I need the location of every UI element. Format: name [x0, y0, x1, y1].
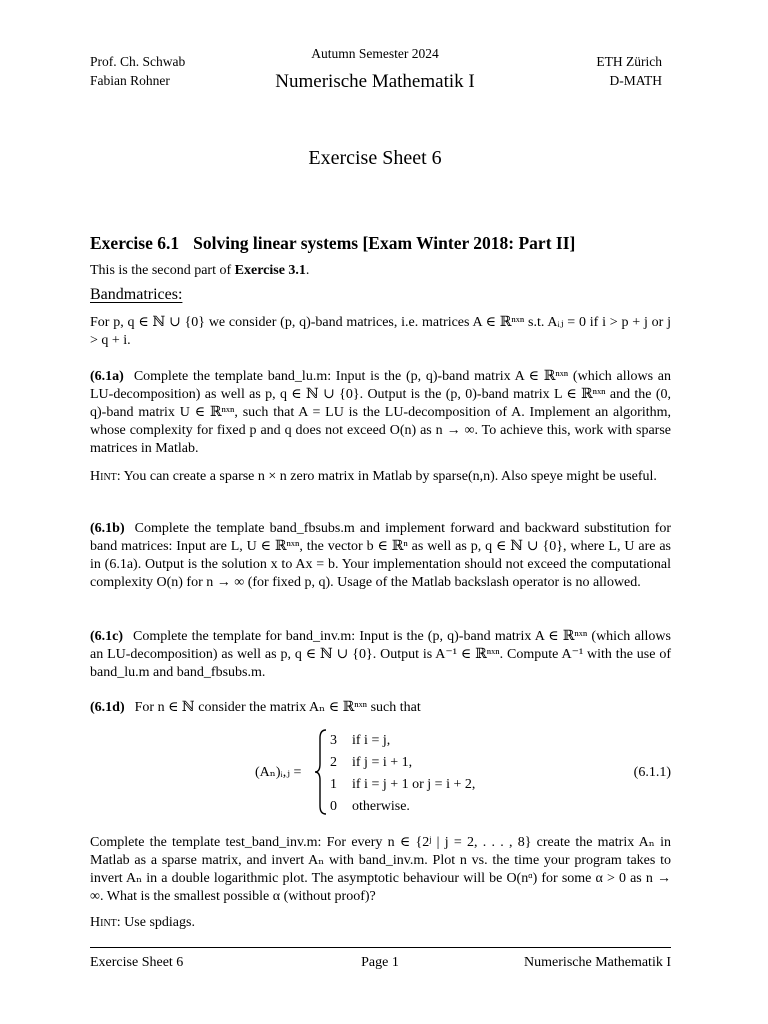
case-row — [330, 752, 475, 774]
case-value: 2 — [330, 755, 337, 770]
case-condition: otherwise. — [352, 799, 410, 814]
subtask-6-1d — [90, 699, 671, 717]
footer-sheet-name: Exercise Sheet 6 — [90, 955, 184, 970]
subtask-label-b: (6.1b) — [90, 521, 125, 536]
sheet-title: Exercise Sheet 6 — [308, 147, 442, 169]
hint-1 — [90, 468, 671, 486]
footer-divider — [90, 947, 671, 948]
bandmatrices-heading: Bandmatrices: — [90, 286, 183, 303]
case-row — [330, 774, 475, 796]
header-author-2: Fabian Rohner — [90, 73, 170, 88]
intro-reference: Exercise 3.1 — [234, 263, 306, 278]
subtask-text-a: Complete the template band_lu.m: Input is the (p, q)-band matrix A ∈ ℝⁿˣⁿ (which allows an LU-decomposition) as well as p, q ∈ ℕ ∪ {0}. Output is the (p, 0)-band matrix L ∈ ℝⁿˣⁿ and the (0, q)-band matrix U ∈ ℝⁿˣⁿ, such that A = LU is the LU-decomposition of A. Implement an algorithm, whose complexity for fixed p and q does not exceed O(n) as n → ∞. To achieve this, work with sparse matrices in Matlab. — [90, 369, 671, 456]
equation-number: (6.1.1) — [633, 765, 671, 780]
equation-6-1-1 — [90, 728, 671, 824]
curly-brace-icon — [312, 728, 330, 816]
exercise-intro — [90, 262, 671, 280]
hint-text: You can create a sparse n × n zero matrix in Matlab by sparse(n,n). Also speye might be useful. — [123, 469, 657, 484]
header-university: ETH Zürich — [596, 54, 662, 69]
case-value: 0 — [330, 799, 337, 814]
exercise-title: Solving linear systems [Exam Winter 2018: Part II] — [193, 233, 576, 253]
case-value: 1 — [330, 777, 337, 792]
exercise-heading — [90, 232, 575, 254]
case-value: 3 — [330, 733, 337, 748]
header-semester: Autumn Semester 2024 — [311, 46, 439, 61]
header-institution — [596, 52, 662, 90]
hint-label: Hint: — [90, 915, 121, 930]
case-condition: if i = j + 1 or j = i + 2, — [352, 777, 476, 792]
header-department: D-MATH — [609, 73, 662, 88]
band-description: For p, q ∈ ℕ ∪ {0} we consider (p, q)-band matrices, i.e. matrices A ∈ ℝⁿˣⁿ s.t. Aᵢⱼ = 0 if i > p + j or j > q + i. — [90, 315, 671, 348]
intro-prefix: This is the second part of — [90, 263, 235, 278]
subtask-6-1c — [90, 628, 671, 682]
header-course-block — [200, 44, 550, 94]
subtask-label-d: (6.1d) — [90, 700, 125, 715]
case-row — [330, 796, 475, 818]
hint-2 — [90, 914, 671, 932]
case-row — [330, 730, 475, 752]
subtask-text-c: Complete the template for band_inv.m: Input is the (p, q)-band matrix A ∈ ℝⁿˣⁿ (which allows an LU-decomposition) as well as p, q ∈ ℕ ∪ {0}. Output is A⁻¹ ∈ ℝⁿˣⁿ. Compute A⁻¹ with the use of band_lu.m and band_fbsubs.m. — [90, 629, 671, 680]
final-task-paragraph: Complete the template test_band_inv.m: For every n ∈ {2ʲ | j = 2, . . . , 8} create the matrix Aₙ in Matlab as a sparse matrix, and invert Aₙ with band_inv.m. Plot n vs. the time your program takes to invert Aₙ in a double logarithmic plot. The asymptotic behaviour will be O(nᵅ) for some α > 0 as n → ∞. What is the smallest possible α (without proof)? — [90, 835, 671, 904]
exercise-number: Exercise 6.1 — [90, 233, 180, 253]
subtask-label-a: (6.1a) — [90, 369, 124, 384]
subtask-text-b: Complete the template band_fbsubs.m and implement forward and backward substitution for band matrices: Input are L, U ∈ ℝⁿˣⁿ, the vector b ∈ ℝⁿ as well as p, q ∈ ℕ ∪ {0}, where L, U are as in (6.1a). Output is the solution x to Ax = b. Your implementation should not exceed the computational complexity O(n) for n → ∞ (for fixed p, q). Usage of the Matlab backslash operator is no allowed. — [90, 521, 671, 590]
hint-text: Use spdiags. — [124, 915, 195, 930]
hint-label: Hint: — [90, 469, 121, 484]
case-condition: if i = j, — [352, 733, 391, 748]
intro-suffix: . — [305, 263, 310, 278]
equation-cases — [330, 730, 475, 818]
header-authors — [90, 52, 185, 90]
equation-lhs: (Aₙ)ᵢ,ⱼ = — [255, 765, 302, 780]
case-condition: if j = i + 1, — [352, 755, 413, 770]
footer-page-number: Page 1 — [361, 955, 399, 970]
subtask-text-d: For n ∈ ℕ consider the matrix Aₙ ∈ ℝⁿˣⁿ such that — [134, 700, 421, 715]
header-author-1: Prof. Ch. Schwab — [90, 54, 186, 69]
subtask-label-c: (6.1c) — [90, 629, 124, 644]
header-course-title: Numerische Mathematik I — [275, 71, 475, 92]
subtask-6-1a — [90, 368, 671, 458]
footer-course-name: Numerische Mathematik I — [524, 955, 671, 970]
subtask-6-1b — [90, 520, 671, 592]
